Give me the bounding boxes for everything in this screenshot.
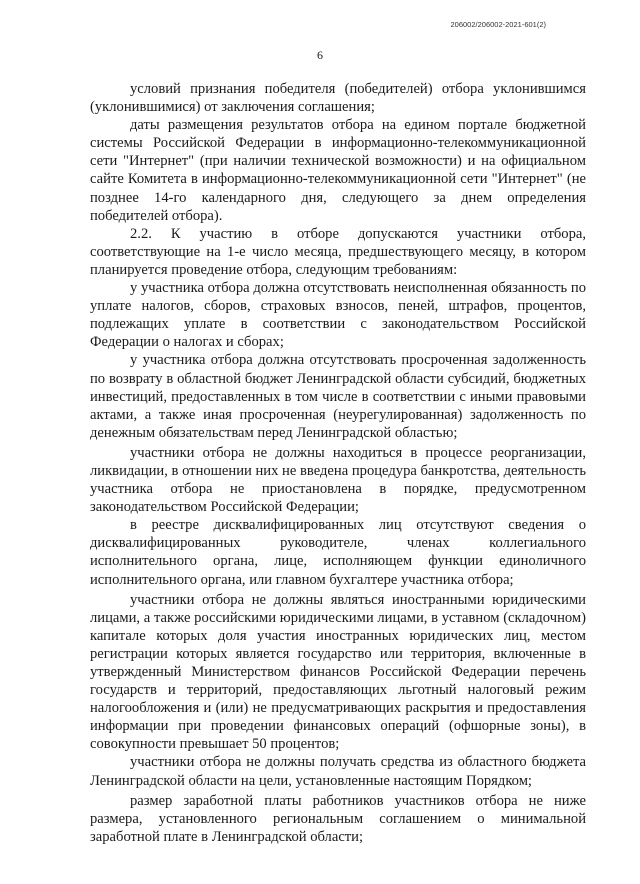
document-id: 206002/206002-2021-601(2) xyxy=(450,20,546,29)
page-number: 6 xyxy=(317,48,323,62)
paragraph: условий признания победителя (победителей) отбора уклонившимся (уклонившимися) от заключения соглашения; xyxy=(90,81,586,116)
paragraph: участники отбора не должны являться иностранными юридическими лицами, а также российскими юридическими лицами, в уставном (складочном) капитале которых доля участия иностранных юридических лиц, местом регистрации которых является государство или территория, включенные в утвержденный Министерством финансов Российской Федерации перечень государств и территорий, предоставляющих льготный налоговый режим налогообложения и (или) не предусматривающих раскрытия и предоставления информации при проведении финансовых операций (офшорные зоны), в совокупности превышает 50 процентов; xyxy=(90,591,586,753)
paragraph: даты размещения результатов отбора на едином портале бюджетной системы Российской Федерации в информационно-телекоммуникационной сети "Интернет" (при наличии технической возможности) и на официальном сайте Комитета в информационно-телекоммуникационной сети "Интернет" (не позднее 14-го календарного дня, следующего за днем определения победителей отбора). xyxy=(90,117,586,224)
paragraph: участники отбора не должны находиться в процессе реорганизации, ликвидации, в отношении них не введена процедура банкротства, деятельность участника отбора не приостановлена в порядке, предусмотренном законодательством Российской Федерации; xyxy=(90,444,586,516)
paragraph: в реестре дисквалифицированных лиц отсутствуют сведения о дисквалифицированных руководителе, членах коллегиального исполнительного органа, лице, исполняющем функции единоличного исполнительного органа, или главном бухгалтере участника отбора; xyxy=(90,517,586,588)
paragraph: размер заработной платы работников участников отбора не ниже размера, установленного региональным соглашением о минимальной заработной плате в Ленинградской области; xyxy=(90,792,586,845)
document-body xyxy=(90,80,586,846)
paragraph: участники отбора не должны получать средства из областного бюджета Ленинградской области на цели, установленные настоящим Порядком; xyxy=(90,754,586,789)
paragraph: у участника отбора должна отсутствовать просроченная задолженность по возврату в областной бюджет Ленинградской области субсидий, бюджетных инвестиций, предоставленных в том числе в соответствии с иными правовыми актами, а также иная просроченная (неурегулированная) задолженность по денежным обязательствам перед Ленинградской областью; xyxy=(90,352,586,441)
paragraph: у участника отбора должна отсутствовать неисполненная обязанность по уплате налогов, сборов, страховых взносов, пеней, штрафов, процентов, подлежащих уплате в соответствии с законодательством Российской Федерации о налогах и сборах; xyxy=(90,280,586,351)
paragraph: 2.2. К участию в отборе допускаются участники отбора, соответствующие на 1-е число месяца, предшествующего месяцу, в котором планируется проведение отбора, следующим требованиям: xyxy=(90,225,586,278)
